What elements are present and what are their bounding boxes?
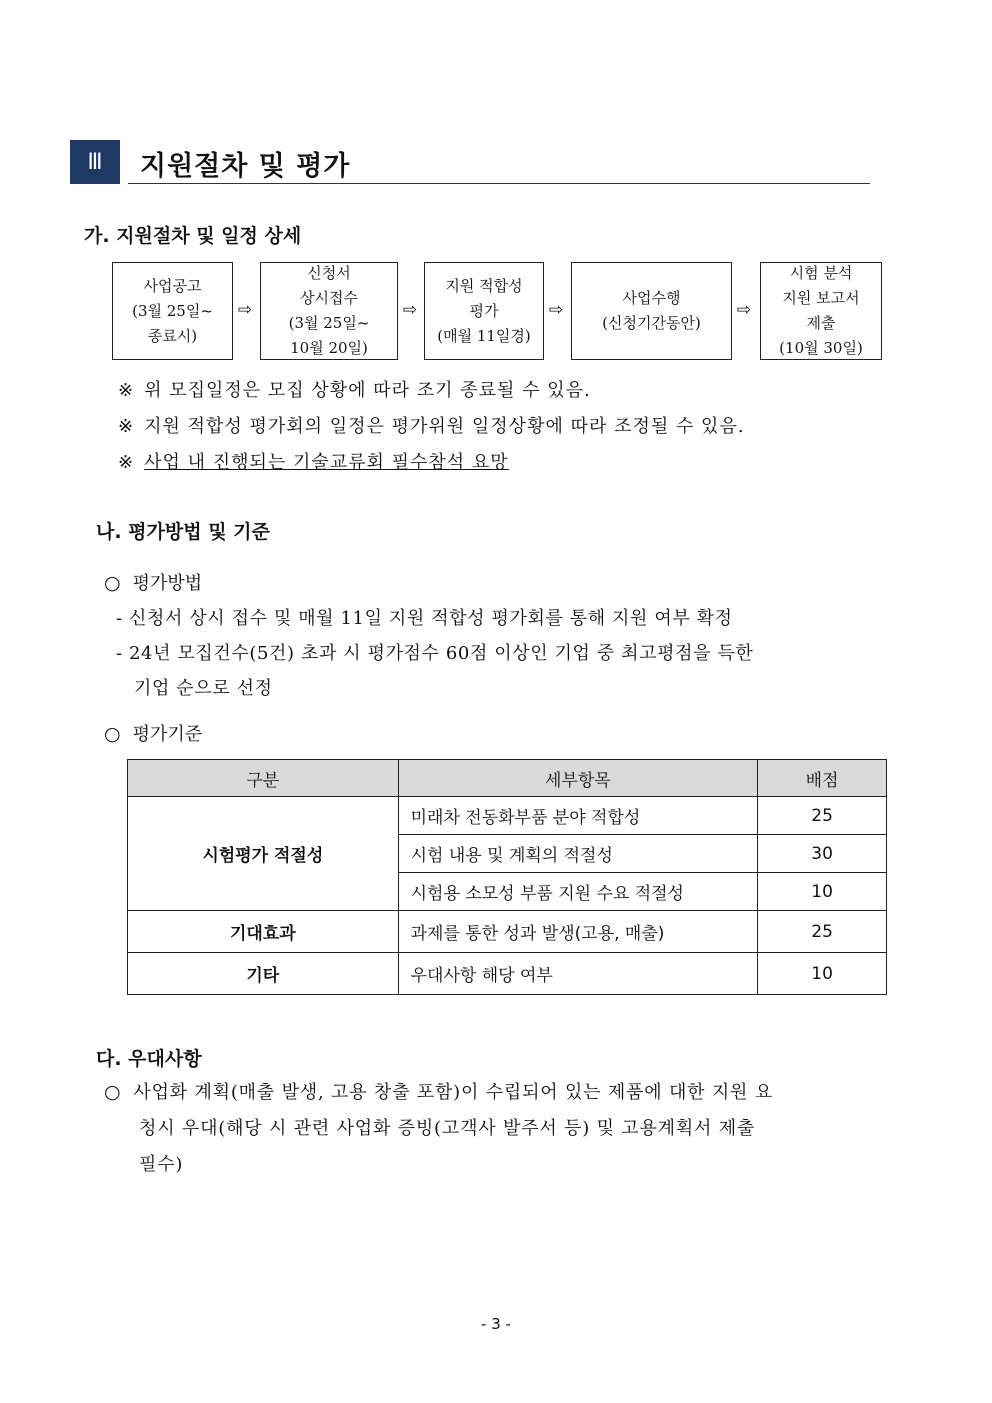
note-text: 지원 적합성 평가회의 일정은 평가위원 일정상황에 따라 조정될 수 있음. [144, 416, 745, 437]
section-underline [128, 183, 870, 184]
flow-arrow-icon: ⇨ [736, 300, 752, 320]
circle-bullet-icon: ○ [104, 1081, 122, 1103]
category-cell: 시험평가 적절성 [128, 797, 399, 911]
subsection-title-da: 다. 우대사항 [96, 1048, 202, 1070]
header-category: 구분 [128, 760, 399, 797]
bullet-label: 평가방법 [132, 573, 203, 594]
header-score: 배점 [758, 760, 887, 797]
item-cell: 시험용 소모성 부품 지원 수요 적절성 [398, 873, 758, 911]
subsection-title-ga: 가. 지원절차 및 일정 상세 [84, 225, 302, 247]
score-cell: 25 [758, 911, 887, 953]
flow-step-4-line: 사업수행 [622, 289, 681, 307]
flow-step-1-line: 사업공고 [143, 276, 202, 295]
item-cell: 우대사항 해당 여부 [398, 953, 758, 995]
item-cell: 과제를 통한 성과 발생(고용, 매출) [398, 911, 758, 953]
section-number-badge: Ⅲ [70, 140, 120, 184]
flow-step-3 [424, 262, 544, 360]
method-line-3: 기업 순으로 선정 [134, 678, 273, 699]
score-cell: 30 [758, 835, 887, 873]
note-mark: ※ [118, 416, 135, 437]
flow-arrow-icon: ⇨ [402, 300, 418, 320]
flow-step-3-line: 평가 [469, 301, 499, 320]
section-header [70, 140, 870, 186]
flow-step-2-line: 신청서 [307, 264, 351, 282]
score-cell: 10 [758, 873, 887, 911]
flow-step-3-line: 지원 적합성 [445, 276, 523, 295]
note-text: 위 모집일정은 모집 상황에 따라 조기 종료될 수 있음. [144, 380, 591, 401]
note-2 [118, 412, 745, 438]
flow-step-2-line: 10월 20일) [290, 339, 368, 357]
flow-step-5-line: 지원 보고서 [782, 289, 860, 307]
flow-step-3-line: (매월 11일경) [437, 326, 531, 345]
preference-line-2: 청시 우대(해당 시 관련 사업화 증빙(고객사 발주서 등) 및 고용계획서 제출 [139, 1118, 756, 1139]
flow-step-4 [571, 262, 732, 360]
note-text-underlined: 사업 내 진행되는 기술교류회 필수참석 요망 [144, 452, 509, 473]
header-item: 세부항목 [398, 760, 758, 797]
bullet-criteria [104, 720, 202, 746]
note-mark: ※ [118, 380, 135, 401]
score-cell: 10 [758, 953, 887, 995]
method-line-2: - 24년 모집건수(5건) 초과 시 평가점수 60점 이상인 기업 중 최고평점을 득한 [116, 643, 754, 664]
flow-step-5-line: 시험 분석 [789, 264, 853, 282]
preference-line-1 [104, 1078, 773, 1104]
section-title: 지원절차 및 평가 [140, 151, 351, 182]
flow-step-5-line: 제출 [806, 314, 836, 332]
table-row [128, 797, 887, 835]
flow-step-1 [112, 262, 233, 360]
flow-step-2-line: (3월 25일~ [288, 314, 370, 332]
table-header-row [128, 760, 887, 797]
flow-step-1-line: 종료시) [147, 326, 198, 345]
note-1 [118, 376, 591, 402]
preference-line-3: 필수) [139, 1154, 184, 1175]
flow-step-4-line: (신청기간동안) [602, 314, 701, 332]
category-cell: 기타 [128, 953, 399, 995]
criteria-table [127, 759, 887, 995]
table-row [128, 911, 887, 953]
flow-step-2-line: 상시접수 [300, 289, 358, 307]
flow-arrow-icon: ⇨ [548, 300, 564, 320]
flow-step-2 [260, 262, 398, 360]
table-row [128, 953, 887, 995]
item-cell: 시험 내용 및 계획의 적절성 [398, 835, 758, 873]
circle-bullet-icon: ○ [104, 572, 121, 594]
circle-bullet-icon: ○ [104, 723, 121, 745]
note-mark: ※ [118, 452, 135, 473]
flow-step-5 [760, 262, 882, 360]
subsection-title-na: 나. 평가방법 및 기준 [96, 521, 270, 543]
score-cell: 25 [758, 797, 887, 835]
flow-arrow-icon: ⇨ [237, 300, 253, 320]
note-3 [118, 448, 509, 474]
bullet-method [104, 569, 202, 595]
bullet-label: 평가기준 [132, 724, 203, 745]
category-cell: 기대효과 [128, 911, 399, 953]
flow-step-5-line: (10월 30일) [779, 339, 863, 357]
page-number: - 3 - [481, 1315, 511, 1333]
flow-step-1-line: (3월 25일~ [132, 301, 213, 320]
method-line-1: - 신청서 상시 접수 및 매월 11일 지원 적합성 평가회를 통해 지원 여부 확정 [116, 608, 733, 629]
item-cell: 미래차 전동화부품 분야 적합성 [398, 797, 758, 835]
preference-text: 사업화 계획(매출 발생, 고용 창출 포함)이 수립되어 있는 제품에 대한 지원 요 [133, 1082, 773, 1103]
